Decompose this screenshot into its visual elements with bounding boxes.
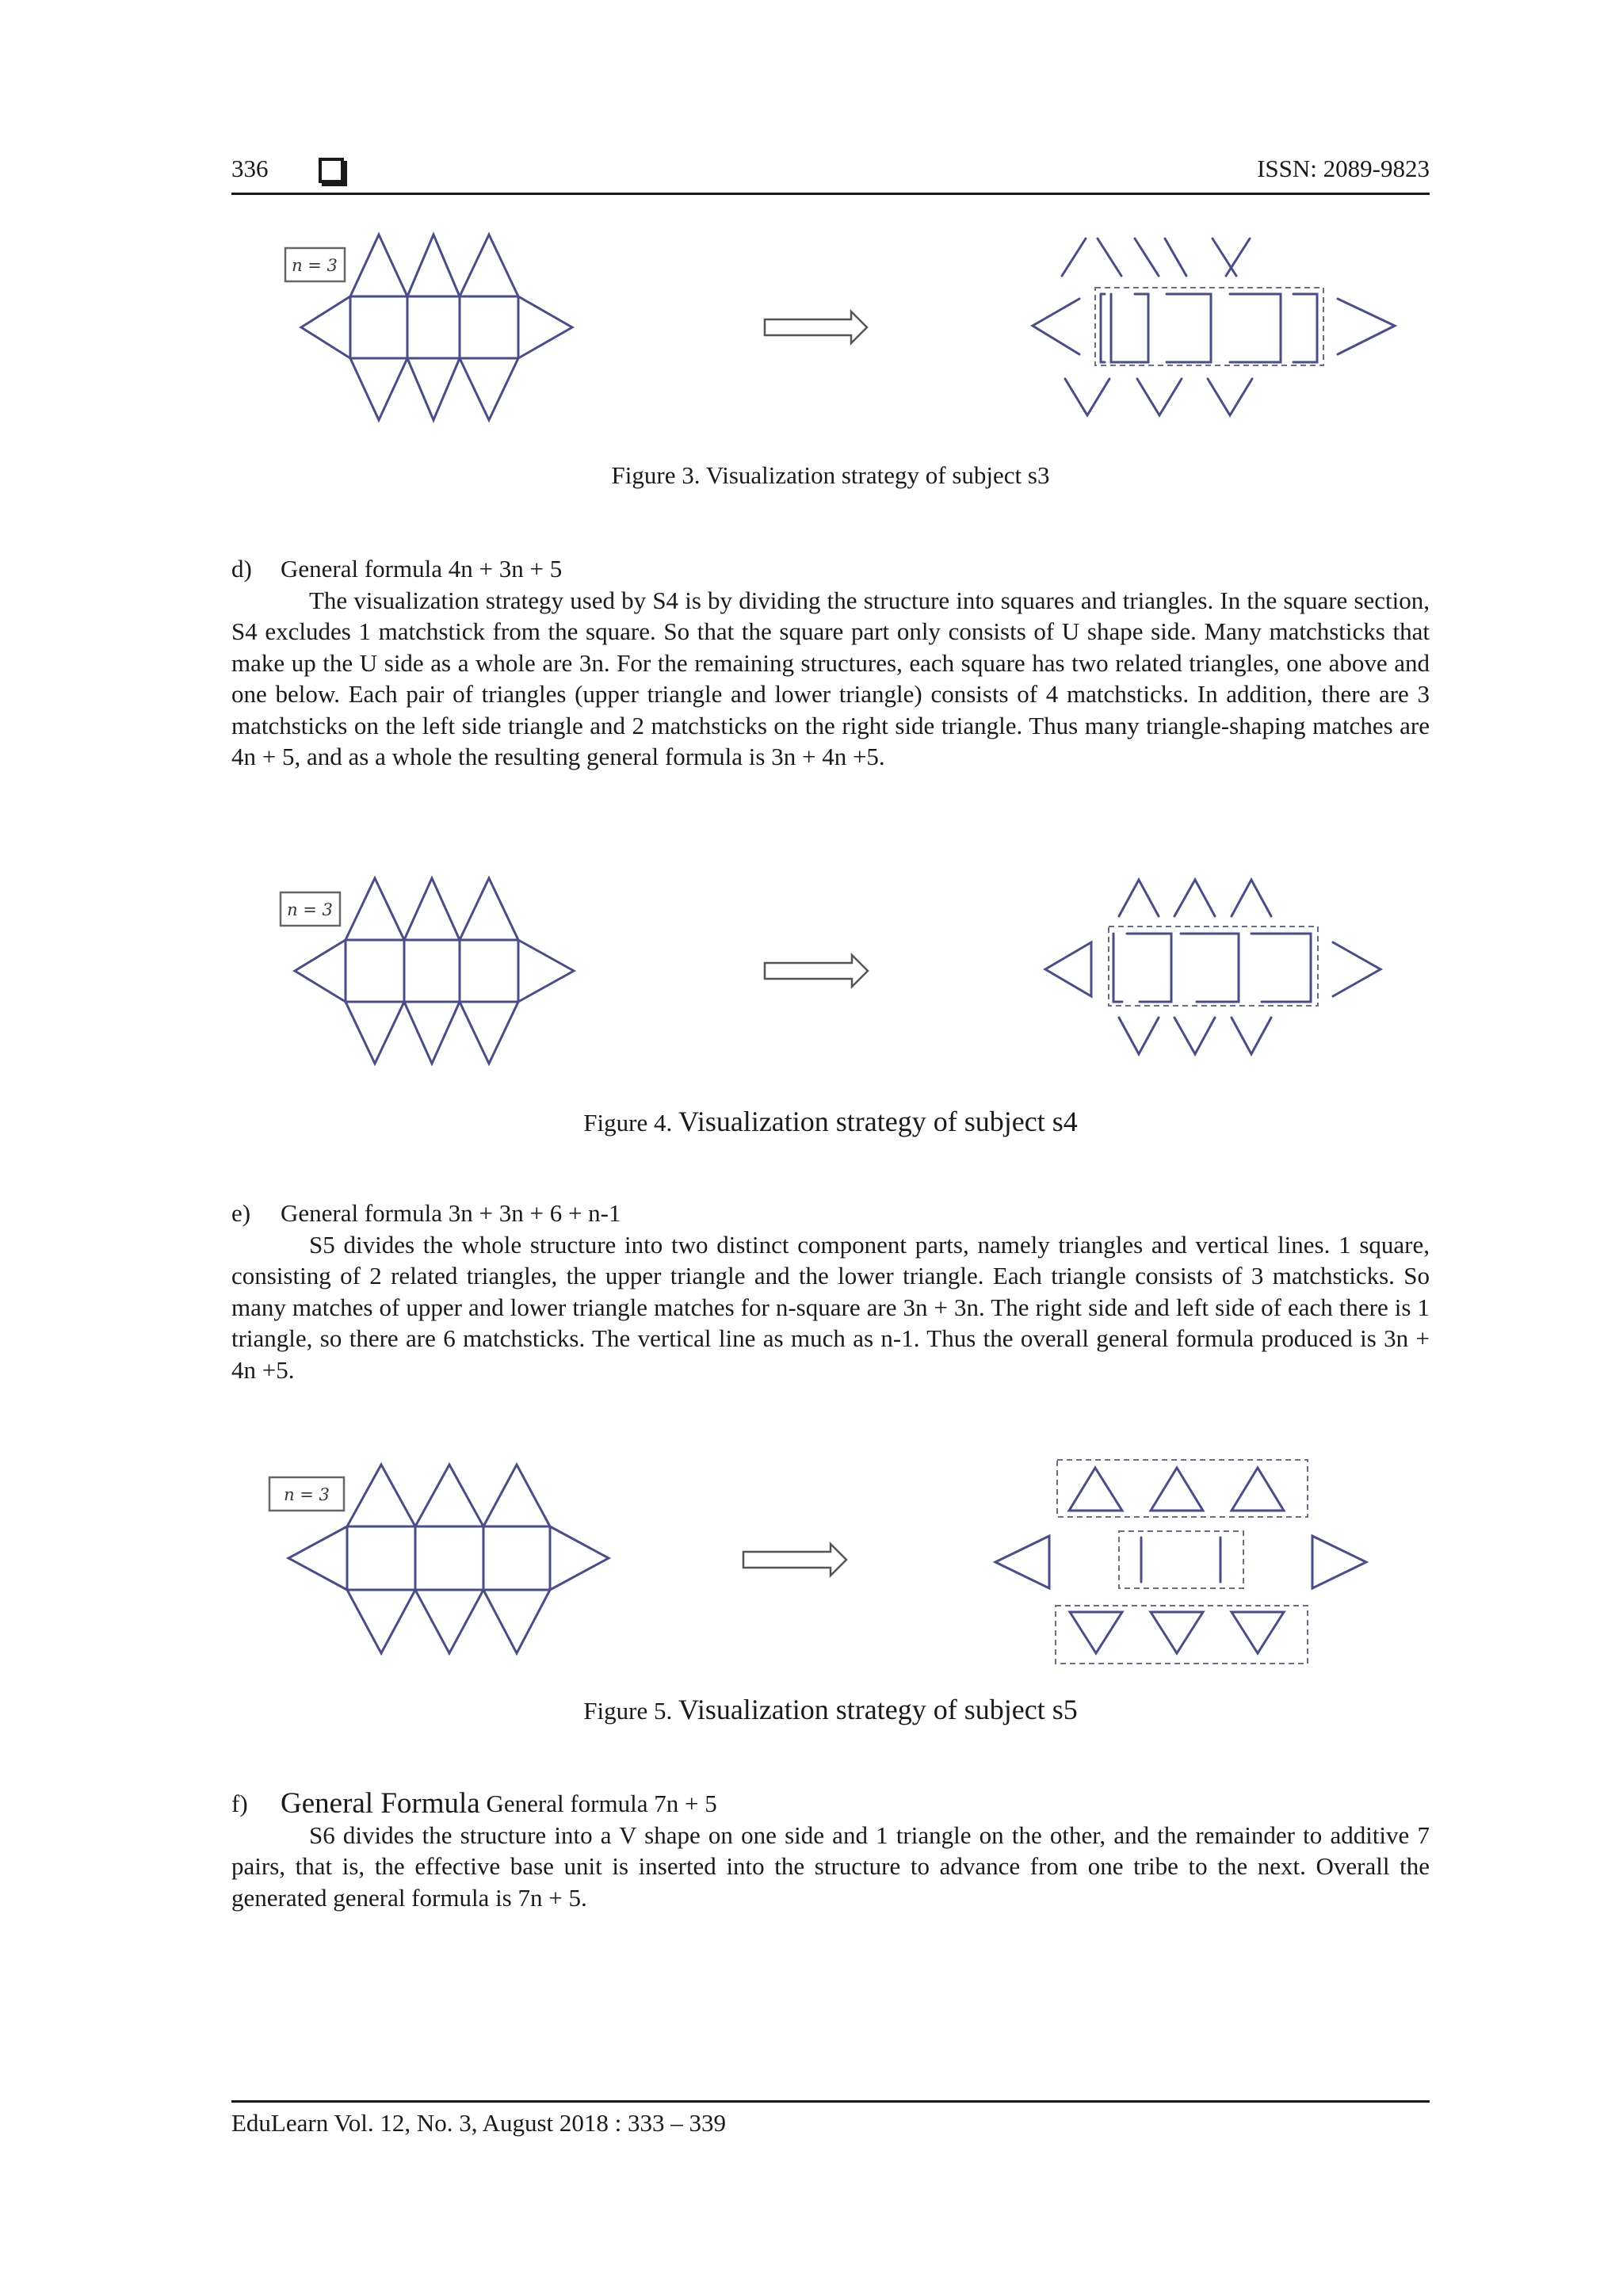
- figure-4: [231, 870, 1430, 1076]
- transformation-arrow-icon: [765, 955, 868, 987]
- label-box: [269, 1477, 344, 1511]
- figure-5-drawing: [231, 1454, 1430, 1664]
- section-f-heading: [231, 1788, 1430, 1820]
- section-e-heading: [231, 1198, 1430, 1229]
- section-e-title: General formula 3n + 3n + 6 + n-1: [281, 1199, 621, 1227]
- section-d: [231, 553, 1430, 773]
- page-footer: [231, 2100, 1430, 2137]
- matchstick-structure: [269, 1465, 609, 1653]
- square-bullet-icon: [319, 158, 344, 183]
- figure-3: [231, 227, 1430, 433]
- section-f-title-large: General Formula: [281, 1787, 480, 1820]
- issn: ISSN: 2089-9823: [1257, 155, 1430, 182]
- label-box: [281, 892, 340, 926]
- section-d-label: d): [231, 555, 252, 583]
- label-box: [285, 248, 345, 281]
- page-header: [231, 155, 1430, 195]
- n-label: n = 3: [287, 900, 333, 919]
- section-e-body: S5 divides the whole structure into two distinct component parts, namely triangles and vertical lines. 1 square, consisting of 2 related triangles, the upper triangle and the lower triangle. Each triangle consists of 3 matchsticks. So many matches of upper and lower triangle matches for n-square are 3n + 3n. The right side and left side of each there is 1 triangle, so there are 6 matchsticks. The vertical line as much as n-1. Thus the overall general formula produced is 3n + 4n +5.: [231, 1230, 1430, 1384]
- n-label: n = 3: [284, 1485, 330, 1504]
- section-f-body: S6 divides the structure into a V shape on one side and 1 triangle on the other, and the remainder to additive 7 pairs, that is, the effective base unit is inserted into the structure to advance from one tribe to the next. Overall the generated general formula is 7n + 5.: [231, 1820, 1430, 1912]
- figure-3-drawing: [231, 227, 1430, 433]
- decomposed-structure: [995, 1460, 1366, 1664]
- section-e: [231, 1198, 1430, 1385]
- section-d-body: The visualization strategy used by S4 is by dividing the structure into squares and triangles. In the square section, S4 excludes 1 matchstick from the square. So that the square part only consists of U shape side. Many matchsticks that make up the U side as a whole are 3n. For the remaining structures, each square has two related triangles, one above and one below. Each pair of triangles (upper triangle and lower triangle) consists of 4 matchsticks. In addition, there are 3 matchsticks on the left side triangle and 2 matchsticks on the right side triangle. Thus many triangle-shaping matches are 4n + 5, and as a whole the resulting general formula is 3n + 4n +5.: [231, 586, 1430, 770]
- figure-4-caption: Figure 4. Visualization strategy of subject s4: [583, 1106, 1078, 1137]
- decomposed-structure: [1033, 239, 1395, 415]
- footer-citation: EduLearn Vol. 12, No. 3, August 2018 : 333 – 339: [231, 2109, 727, 2137]
- transformation-arrow-icon: [765, 311, 867, 343]
- figure-5: [231, 1454, 1430, 1664]
- figure-3-caption: Figure 3. Visualization strategy of subject s3: [611, 461, 1050, 489]
- figure-4-drawing: [231, 870, 1430, 1076]
- matchstick-structure: [281, 878, 574, 1064]
- section-d-title: General formula 4n + 3n + 5: [281, 555, 563, 583]
- section-d-heading: [231, 553, 1430, 585]
- decomposed-structure: [1045, 880, 1381, 1054]
- section-f-label: f): [231, 1790, 248, 1817]
- figure-5-caption: Figure 5. Visualization strategy of subject s5: [583, 1694, 1078, 1725]
- matchstick-structure: [285, 235, 572, 420]
- page-number: 336: [231, 155, 269, 182]
- n-label: n = 3: [292, 256, 338, 275]
- section-f-title: General formula 7n + 5: [479, 1790, 717, 1817]
- section-e-label: e): [231, 1199, 251, 1227]
- transformation-arrow-icon: [743, 1544, 846, 1576]
- section-f: [231, 1788, 1430, 1913]
